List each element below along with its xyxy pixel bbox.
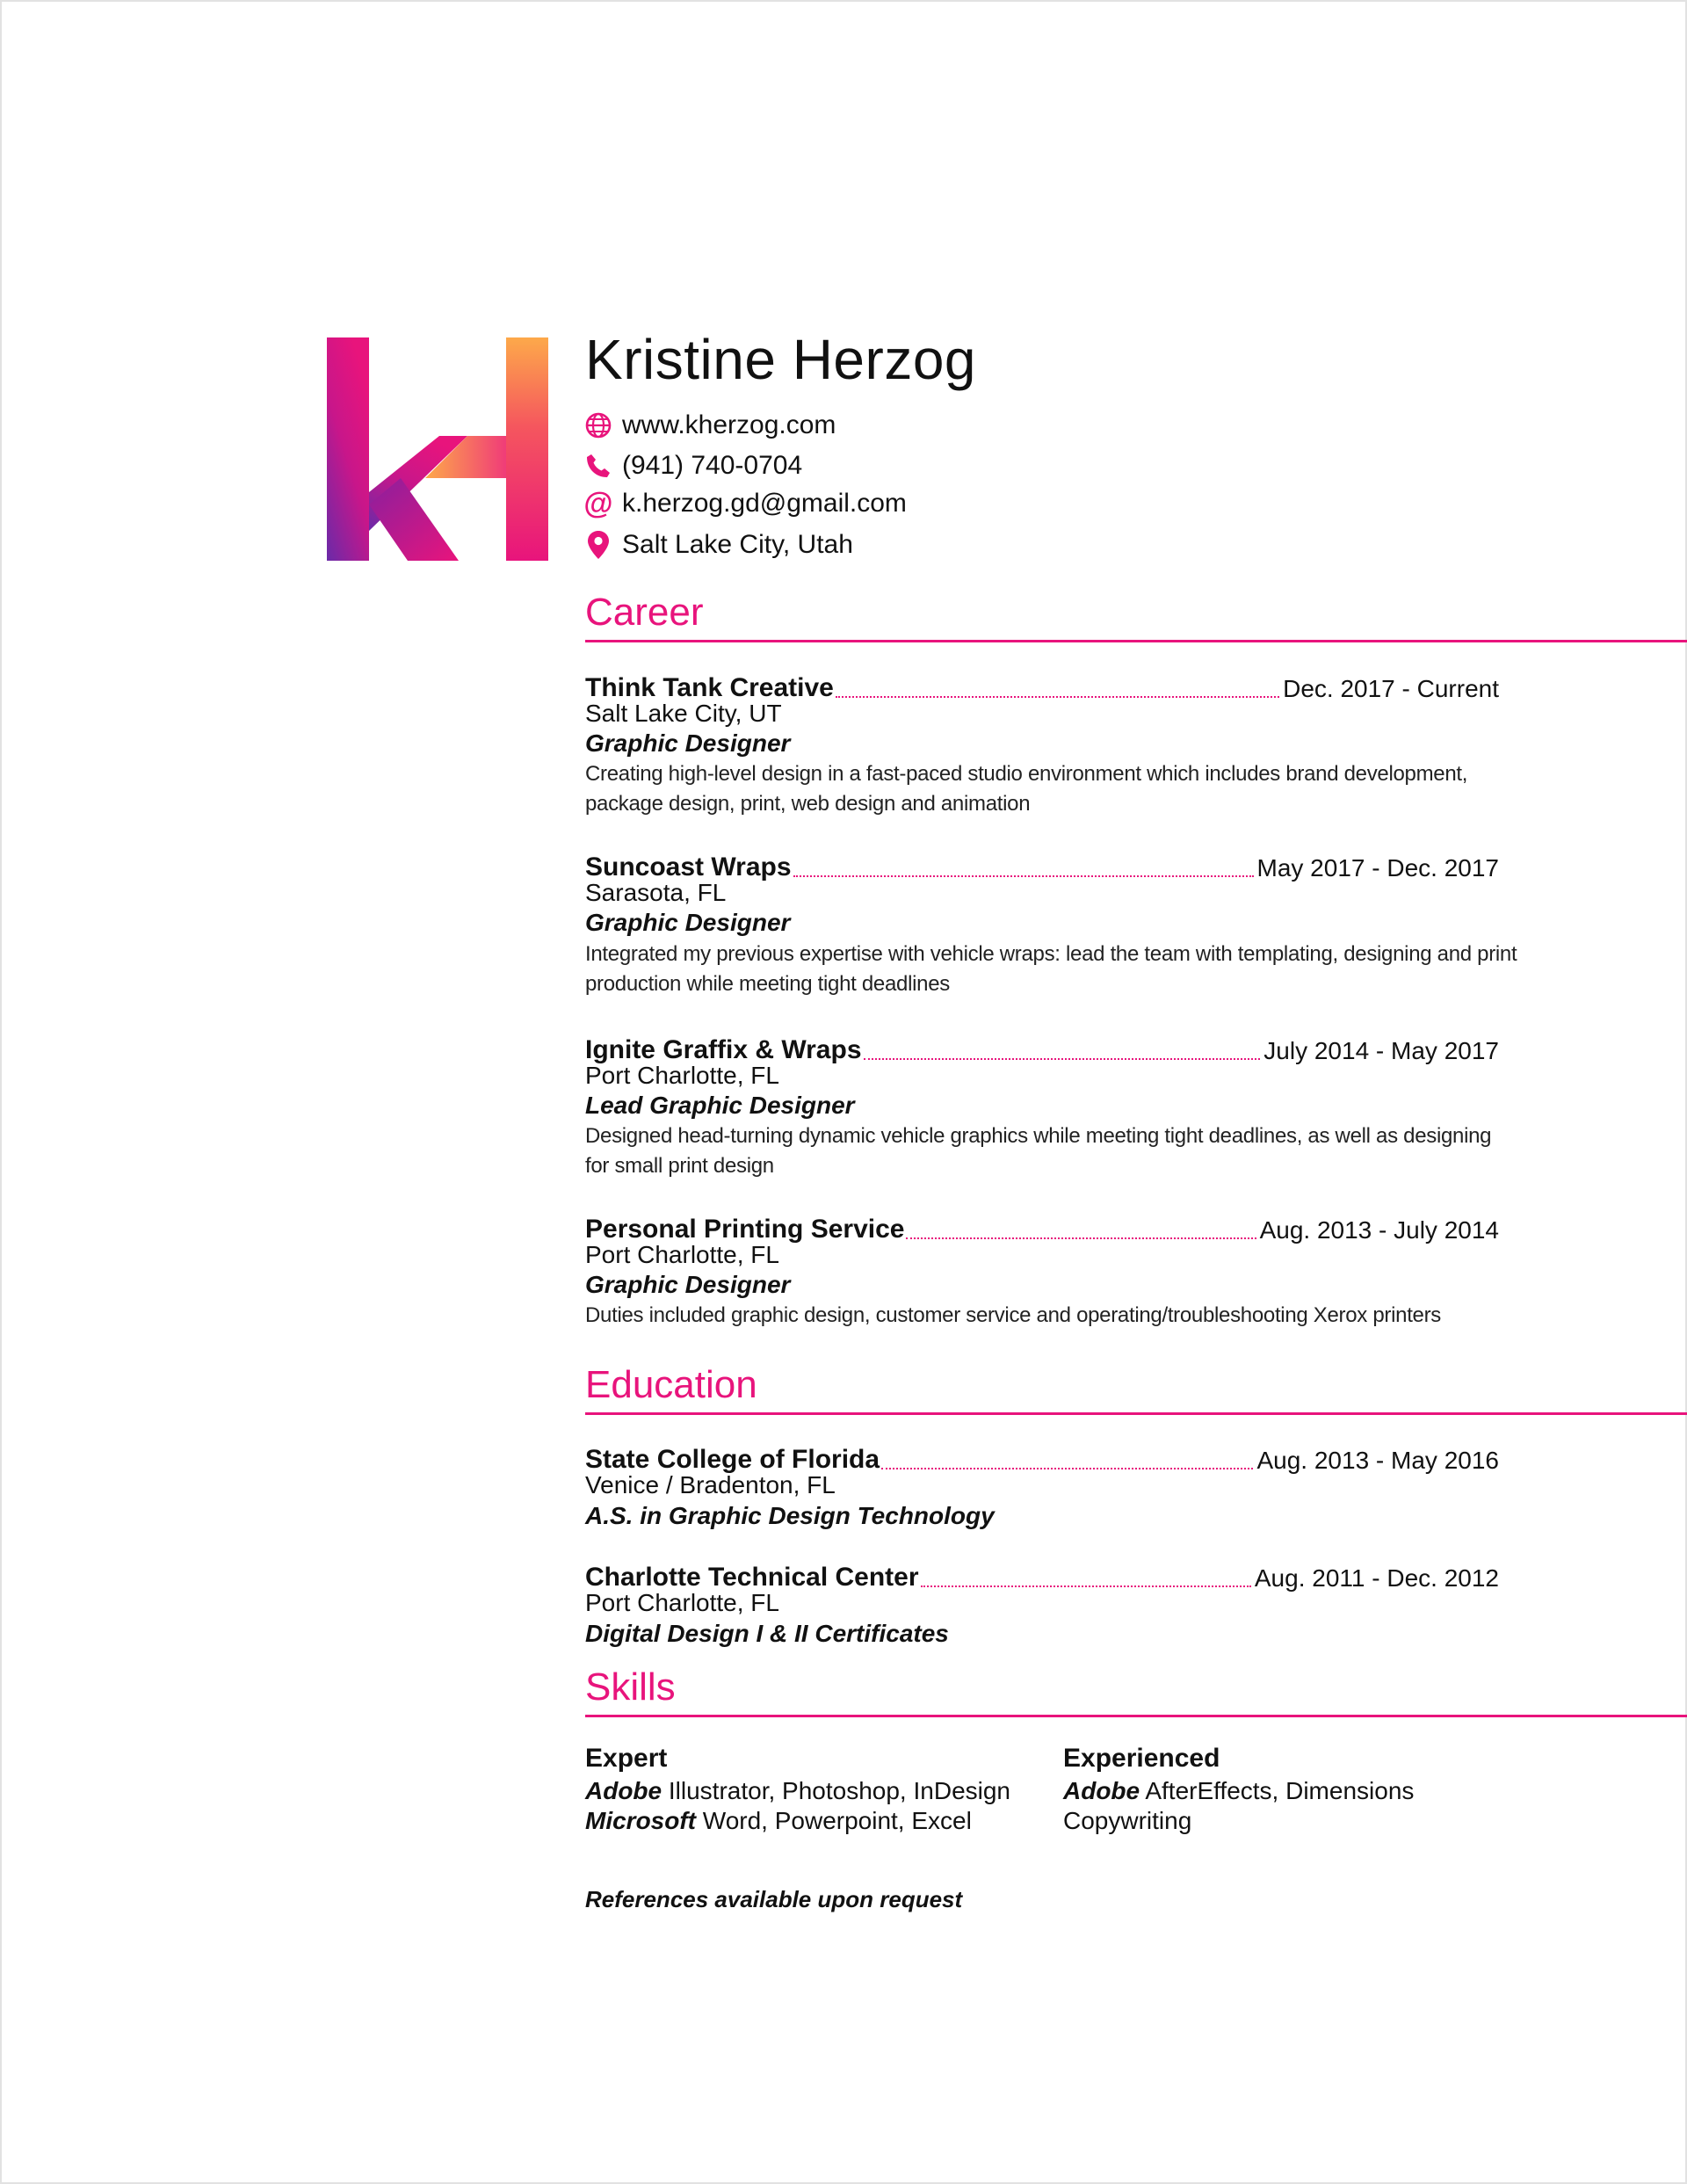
education-degree: Digital Design I & II Certificates: [585, 1620, 949, 1647]
career-location: Port Charlotte, FL: [585, 1241, 779, 1268]
contact-location: [583, 526, 853, 564]
education-org: State College of Florida: [585, 1445, 880, 1474]
career-org: Suncoast Wraps: [585, 853, 792, 882]
contact-website[interactable]: [583, 406, 836, 445]
education-location: Venice / Bradenton, FL: [585, 1471, 836, 1498]
career-entry-header: [585, 845, 1499, 881]
at-symbol: @: [583, 487, 613, 520]
skills-section-title: Skills: [585, 1665, 676, 1709]
career-dates: Dec. 2017 - Current: [1283, 675, 1499, 702]
career-location: Sarasota, FL: [585, 879, 727, 906]
education-dates: Aug. 2013 - May 2016: [1256, 1447, 1499, 1474]
skills-experienced-heading: Experienced: [1063, 1744, 1220, 1773]
globe-icon: [583, 410, 613, 440]
phone-text: (941) 740-0704: [622, 451, 803, 480]
education-location: Port Charlotte, FL: [585, 1589, 779, 1616]
career-role: Graphic Designer: [585, 729, 791, 757]
email-text: k.herzog.gd@gmail.com: [622, 489, 907, 518]
career-location: Salt Lake City, UT: [585, 700, 782, 727]
career-role: Graphic Designer: [585, 1271, 791, 1298]
career-org: Think Tank Creative: [585, 673, 834, 702]
career-description-line: Designed head-turning dynamic vehicle graphics while meeting tight deadlines, as well as designing: [585, 1124, 1492, 1148]
dotted-leader: [906, 1237, 1256, 1239]
dotted-leader: [881, 1468, 1253, 1469]
skills-divider: [585, 1715, 1687, 1717]
skills-line: [1063, 1807, 1414, 1837]
skills-line: [585, 1807, 1010, 1837]
candidate-name: Kristine Herzog: [585, 328, 976, 391]
skill-brand: Adobe: [585, 1777, 662, 1804]
skills-experienced-column: [1063, 1744, 1414, 1837]
career-description-line: for small print design: [585, 1154, 774, 1178]
career-description-line: Duties included graphic design, customer service and operating/troubleshooting Xerox printers: [585, 1303, 1441, 1327]
skill-brand: Adobe: [1063, 1777, 1140, 1804]
contact-email[interactable]: [583, 484, 907, 523]
career-description-line: production while meeting tight deadlines: [585, 972, 950, 996]
education-degree: A.S. in Graphic Design Technology: [585, 1502, 995, 1529]
skill-items: Copywriting: [1063, 1807, 1192, 1834]
career-description-line: Creating high-level design in a fast-paced studio environment which includes brand development,: [585, 762, 1468, 786]
education-section-title: Education: [585, 1363, 757, 1406]
skills-line: [585, 1777, 1010, 1807]
career-dates: July 2014 - May 2017: [1263, 1037, 1499, 1064]
location-text: Salt Lake City, Utah: [622, 530, 853, 559]
dotted-leader: [793, 875, 1254, 877]
kh-logo: [327, 337, 548, 561]
dotted-leader: [921, 1585, 1251, 1587]
career-dates: Aug. 2013 - July 2014: [1259, 1216, 1499, 1244]
skill-items: AfterEffects, Dimensions: [1140, 1777, 1415, 1804]
skill-items: Word, Powerpoint, Excel: [696, 1807, 972, 1834]
career-divider: [585, 640, 1687, 642]
education-divider: [585, 1412, 1687, 1415]
phone-icon: [583, 451, 613, 481]
career-description-line: Integrated my previous expertise with vehicle wraps: lead the team with templating, designing and print: [585, 942, 1517, 966]
skills-line: [1063, 1777, 1414, 1807]
education-entry-header: [585, 1438, 1499, 1473]
skills-expert-column: [585, 1744, 1010, 1837]
career-dates: May 2017 - Dec. 2017: [1256, 854, 1499, 882]
website-text: www.kherzog.com: [622, 410, 836, 439]
dotted-leader: [864, 1058, 1261, 1060]
career-section-title: Career: [585, 591, 704, 634]
education-dates: Aug. 2011 - Dec. 2012: [1254, 1564, 1499, 1592]
career-entry-header: [585, 1028, 1499, 1063]
career-location: Port Charlotte, FL: [585, 1062, 779, 1089]
career-entry-header: [585, 1208, 1499, 1243]
career-entry-header: [585, 666, 1499, 701]
career-description-line: package design, print, web design and animation: [585, 792, 1031, 816]
skills-expert-heading: Expert: [585, 1744, 668, 1773]
references-note: References available upon request: [585, 1886, 963, 1912]
location-pin-icon: [583, 530, 613, 560]
contact-phone[interactable]: [583, 446, 802, 485]
education-entry-header: [585, 1556, 1499, 1591]
career-role: Lead Graphic Designer: [585, 1092, 855, 1119]
career-org: Personal Printing Service: [585, 1215, 905, 1244]
education-org: Charlotte Technical Center: [585, 1563, 919, 1592]
at-icon: [583, 489, 613, 519]
dotted-leader: [836, 696, 1279, 698]
career-org: Ignite Graffix & Wraps: [585, 1035, 862, 1064]
career-role: Graphic Designer: [585, 909, 791, 936]
skill-items: Illustrator, Photoshop, InDesign: [662, 1777, 1011, 1804]
skill-brand: Microsoft: [585, 1807, 696, 1834]
